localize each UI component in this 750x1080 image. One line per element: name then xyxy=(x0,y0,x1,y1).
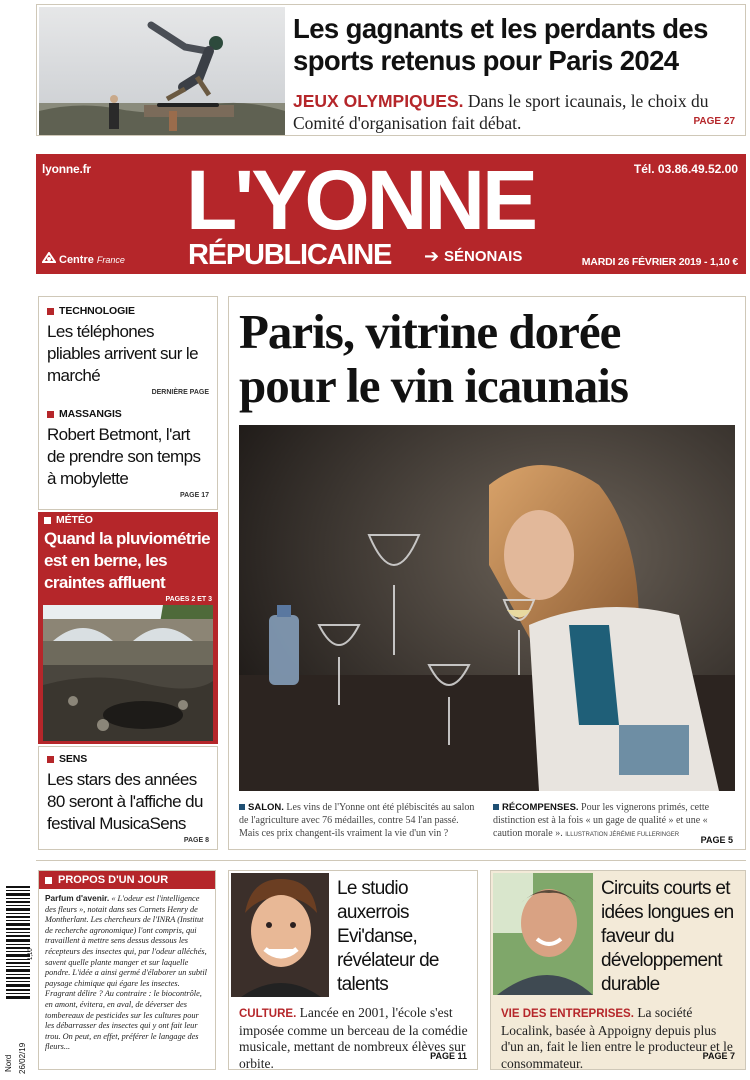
tag-square-icon xyxy=(47,308,54,315)
telephone: Tél. 03.86.49.52.00 xyxy=(633,162,738,176)
edition-name: SÉNONAIS xyxy=(444,248,523,265)
student-portrait-photo xyxy=(231,873,329,997)
tag-square-icon xyxy=(45,877,52,884)
main-story[interactable] xyxy=(228,296,746,850)
teaser-headline[interactable]: Les gagnants et les perdants des sports retenus pour Paris 2024 xyxy=(293,13,708,76)
sens-page-ref[interactable]: PAGE 8 xyxy=(183,837,209,844)
main-headline[interactable]: Paris, vitrine dorée pour le vin icaunais xyxy=(239,304,628,413)
group-logo xyxy=(42,252,125,267)
bridge-photo xyxy=(43,605,213,741)
newspaper-title: L'YONNE xyxy=(186,153,536,247)
arrow-right-icon: ➔ xyxy=(424,246,440,266)
date-price: MARDI 26 FÉVRIER 2019 - 1,10 € xyxy=(581,256,738,268)
barcode-date: 26/02/19 xyxy=(18,1042,27,1074)
sens-headline[interactable]: Les stars des années 80 seront à l'affiche du festival MusicaSens xyxy=(47,770,203,833)
newspaper-subtitle: RÉPUBLICAINE xyxy=(188,239,392,271)
culture-page-ref[interactable]: PAGE 11 xyxy=(430,1051,467,1061)
vie-summary: VIE DES ENTREPRISES. La société Localink, basée à Appoigny depuis plus d'un an, fait le lien entre le producteur et le consommateur. xyxy=(501,1005,733,1071)
caption-square-icon xyxy=(239,804,245,810)
meteo-headline[interactable]: Quand la pluviométrie est en berne, les craintes affluent xyxy=(44,529,210,592)
masthead xyxy=(36,154,746,274)
group-suffix: France xyxy=(96,254,125,265)
tag-sens: SENS xyxy=(47,753,209,765)
section-divider xyxy=(36,860,746,861)
tag-square-icon xyxy=(47,411,54,418)
teaser-summary xyxy=(293,90,743,134)
vie-headline[interactable]: Circuits courts et idées longues en faveur du développement durable xyxy=(601,878,734,995)
vie-page-ref[interactable]: PAGE 7 xyxy=(702,1051,735,1061)
massangis-page-ref[interactable]: PAGE 17 xyxy=(179,492,209,499)
barcode-price: 1,10 xyxy=(28,948,34,960)
tag-tech: TECHNOLOGIE xyxy=(47,305,209,317)
culture-kicker: CULTURE. xyxy=(239,1008,297,1020)
story-meteo[interactable] xyxy=(38,512,218,744)
meteo-page-ref[interactable]: PAGES 2 ET 3 xyxy=(165,596,212,603)
story-massangis[interactable] xyxy=(47,408,209,499)
left-top-box xyxy=(38,296,218,510)
entrepreneur-portrait-photo xyxy=(493,873,593,995)
teaser-text: Dans le sport icaunais, le choix du Comité d'organisation fait débat. xyxy=(293,91,709,133)
tech-page-ref[interactable]: DERNIÈRE PAGE xyxy=(151,389,209,396)
wine-tasting-photo xyxy=(239,425,735,791)
teaser-page-ref[interactable]: PAGE 27 xyxy=(693,116,735,127)
propos-text: Parfum d'avenir. « L'odeur est l'intelligence des fleurs », notait dans ses Carnets Henry de Montherlant. Les chercheurs de l'INRA (Institut de recherche agronomique) l'ont compris, qui travaillent à mettre sens dessus dessous les récepteurs des insectes qui, par l'odeur alléchés, savent quelle plante manger et sur laquelle pondre. L'idée a ainsi germé d'élaborer un subtil paysage chimique qui égare les insectes. Fragrant délire ? Au contraire : le biocontrôle, en amont, évitera, en aval, de déverser des tombereaux de pesticides sur les cultures pour les débarrasser des insectes qui y ont fait leur trou. On peut, en effet, préférer le langage des fleurs... xyxy=(45,893,207,1052)
main-page-ref[interactable]: PAGE 5 xyxy=(700,835,733,845)
propos-header: PROPOS D'UN JOUR xyxy=(39,871,215,889)
culture-summary: CULTURE. Lancée en 2001, l'école s'est imposée comme un berceau de la comédie musicale, mettant de nombreux élèves sur orbite. xyxy=(239,1005,468,1071)
tech-headline[interactable]: Les téléphones pliables arrivent sur le marché xyxy=(47,322,198,385)
site-url[interactable]: lyonne.fr xyxy=(42,162,91,176)
story-sens[interactable] xyxy=(38,746,218,850)
top-teaser[interactable] xyxy=(36,4,746,136)
vie-kicker: VIE DES ENTREPRISES. xyxy=(501,1008,634,1020)
tag-square-icon xyxy=(47,756,54,763)
massangis-headline[interactable]: Robert Betmont, l'art de prendre son temps à mobylette xyxy=(47,425,201,488)
tag-massangis: MASSANGIS xyxy=(47,408,209,420)
caption-right: RÉCOMPENSES. Pour les vignerons primés, cette distinction est à la fois « un gage de qualité » et une « caution morale ». ILLUSTRATION JÉRÉMIE FULLERINGER xyxy=(493,802,710,839)
group-name: Centre xyxy=(59,253,94,266)
caption-square-icon xyxy=(493,804,499,810)
centre-france-logo-icon xyxy=(42,252,56,267)
culture-headline[interactable]: Le studio auxerrois Evi'danse, révélateur de talents xyxy=(337,878,439,995)
barcode xyxy=(4,886,34,1076)
photo-credit: ILLUSTRATION JÉRÉMIE FULLERINGER xyxy=(565,832,680,838)
story-culture[interactable] xyxy=(228,870,478,1070)
teaser-kicker: JEUX OLYMPIQUES. xyxy=(293,91,464,111)
story-tech[interactable] xyxy=(47,305,209,396)
skateboarder-photo xyxy=(39,7,285,135)
tag-meteo: MÉTÉO xyxy=(44,514,212,526)
caption-left: SALON. Les vins de l'Yonne ont été plébiscités au salon de l'agriculture avec 76 médailles, contre 54 l'an passé. Mais ces prix changent-ils vraiment la vie d'un vin ? xyxy=(239,802,475,839)
propos-box[interactable] xyxy=(38,870,216,1070)
story-vie-entreprises[interactable] xyxy=(490,870,746,1070)
tag-square-icon xyxy=(44,517,51,524)
barcode-edition: Nord xyxy=(4,1054,13,1072)
